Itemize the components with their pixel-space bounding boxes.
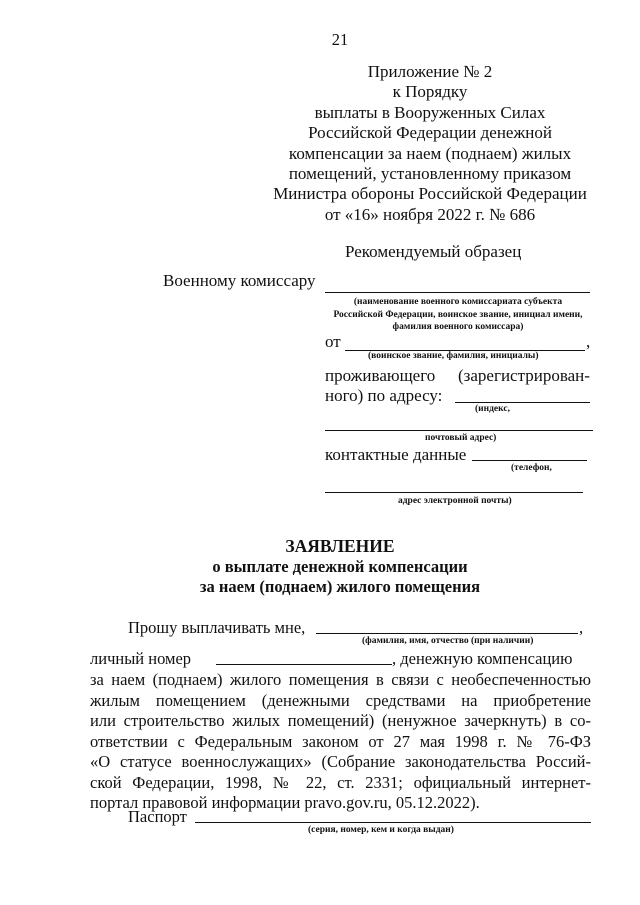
paragraph-line: жилым помещением (денежными средствами на приобретение <box>90 690 591 710</box>
request-label: Прошу выплачивать мне, <box>128 618 306 637</box>
from-comma: , <box>586 332 591 351</box>
email-field-hint: адрес электронной почты) <box>398 496 512 506</box>
paragraph-last-line: портал правовой информации pravo.gov.ru, 05.12.2022). <box>90 793 480 812</box>
personal-number-label: личный номер <box>90 649 192 668</box>
personal-number-field-line[interactable] <box>216 664 392 665</box>
sample-label: Рекомендуемый образец <box>345 242 522 261</box>
email-field-line[interactable] <box>325 492 583 493</box>
header-line: Российской Федерации денежной <box>308 123 552 143</box>
commissar-field-line[interactable] <box>325 292 590 293</box>
header-line: выплаты в Вооруженных Силах <box>314 102 546 122</box>
document-subtitle-2: за наем (поднаем) жилого помещения <box>199 577 481 596</box>
document-title: ЗАЯВЛЕНИЕ <box>285 536 395 556</box>
index-field-line[interactable] <box>455 402 590 403</box>
paragraph-line: ответствии с Федеральным законом от 27 мая 1998 г. № 76-ФЗ <box>90 731 591 751</box>
phone-field-line[interactable] <box>472 460 587 461</box>
passport-label: Паспорт <box>128 807 187 826</box>
page-number: 21 <box>331 30 349 49</box>
residing-label-a: проживающего <box>325 366 436 385</box>
header-line: помещений, установленному приказом <box>288 164 572 184</box>
from-label: от <box>325 332 341 351</box>
request-comma: , <box>579 618 584 637</box>
paragraph-line: или строительство жилых помещений) (ненужное зачеркнуть) в со- <box>90 711 591 730</box>
statement-paragraph <box>90 670 591 814</box>
commissar-field-hint <box>322 296 594 334</box>
residing-label-b: (зарегистрирован- <box>458 366 590 385</box>
residing-label-c: ного) по адресу: <box>325 386 443 405</box>
passport-field-line[interactable] <box>195 822 591 823</box>
phone-field-hint: (телефон, <box>511 463 552 473</box>
header-line: Приложение № 2 <box>367 62 493 81</box>
contacts-label: контактные данные <box>325 445 467 464</box>
from-field-hint: (воинское звание, фамилия, инициалы) <box>368 351 539 361</box>
fio-field-line[interactable] <box>316 633 578 634</box>
hint-line: фамилия военного комиссара) <box>392 322 524 332</box>
header-line: к Порядку <box>392 82 468 102</box>
appendix-header <box>265 62 595 225</box>
header-line: компенсации за наем (поднаем) жилых <box>288 143 572 163</box>
postal-address-hint: почтовый адрес) <box>425 433 497 443</box>
paragraph-line: ской Федерации, 1998, № 22, ст. 2331; официальный интернет- <box>90 772 591 792</box>
to-label: Военному комиссару <box>163 271 316 290</box>
postal-address-field-line[interactable] <box>325 430 593 431</box>
hint-line: (наименование военного комиссариата субъекта <box>353 297 563 307</box>
document-subtitle-1: о выплате денежной компенсации <box>212 557 468 576</box>
personal-number-rest: , денежную компенсацию <box>392 649 573 668</box>
header-line: от «16» ноября 2022 г. № 686 <box>324 204 536 224</box>
index-field-hint: (индекс, <box>475 404 510 414</box>
fio-field-hint: (фамилия, имя, отчество (при наличии) <box>362 636 534 646</box>
passport-field-hint: (серия, номер, кем и когда выдан) <box>308 825 454 835</box>
paragraph-line: «О статусе военнослужащих» (Собрание законодательства Россий- <box>90 752 591 771</box>
hint-line: Российской Федерации, воинское звание, инициал имени, <box>333 309 583 320</box>
paragraph-line: за наем (поднаем) жилого помещения в связи с необеспеченностью <box>90 670 591 689</box>
header-line: Министра обороны Российской Федерации <box>273 184 587 204</box>
